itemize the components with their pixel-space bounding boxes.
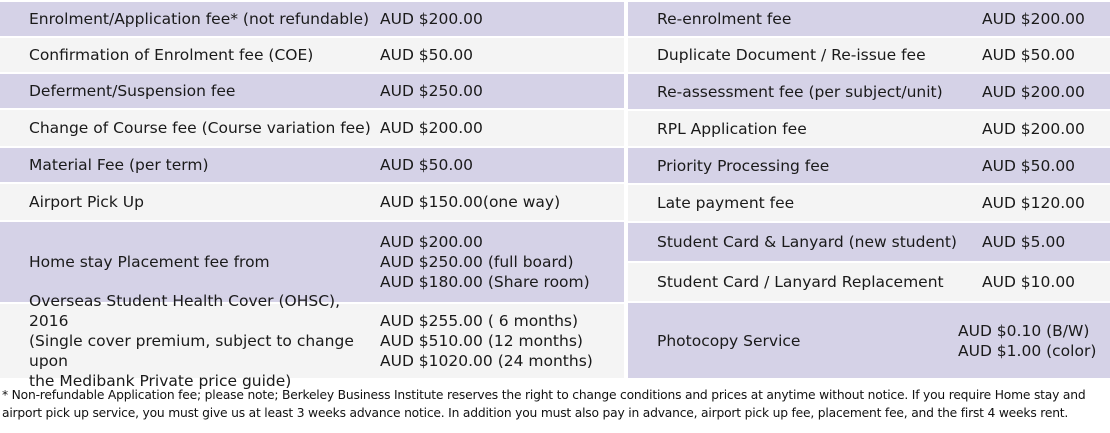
fee-amount: AUD $1020.00 (24 months): [380, 352, 593, 370]
fee-label: Priority Processing fee: [657, 156, 830, 175]
fee-amount: AUD $150.00(one way): [380, 193, 561, 211]
fee-amount: AUD $0.10 (B/W): [958, 321, 1090, 340]
fee-label: Airport Pick Up: [29, 193, 144, 211]
fee-row: [628, 185, 1110, 223]
fee-label: Re-assessment fee (per subject/unit): [657, 82, 943, 101]
fee-amount: AUD $250.00: [380, 82, 483, 100]
fee-label: Enrolment/Application fee* (not refundable): [29, 10, 370, 28]
fee-label-line: (Single cover premium, subject to change upon: [29, 332, 354, 370]
fee-amount: AUD $180.00 (Share room): [380, 273, 590, 291]
fee-table-left: [0, 2, 624, 390]
fee-label: Home stay Placement fee from: [29, 253, 270, 271]
fee-row: [0, 74, 624, 110]
fee-label: Student Card & Lanyard (new student): [657, 233, 957, 251]
fee-amount: AUD $200.00: [380, 10, 483, 28]
fee-amount: AUD $200.00: [380, 119, 483, 137]
fee-amount: AUD $10.00: [982, 273, 1076, 291]
fee-row: [628, 2, 1110, 38]
fee-row: [628, 74, 1110, 111]
fee-row: [0, 38, 624, 74]
fee-row: [628, 223, 1110, 263]
footnote: * Non-refundable Application fee; please note; Berkeley Business Institute reserves the right to change conditions and prices at anytime without notice. If you require Home stay and airport pick up service, you must give us at least 3 weeks advance notice. In addition you must also pay in advance, airport pick up fee, placement fee, and the first 4 weeks rent.: [2, 388, 1086, 420]
fee-row: [628, 263, 1110, 303]
fee-row: [628, 38, 1110, 74]
fee-row: [0, 184, 624, 222]
fee-label: Re-enrolment fee: [657, 10, 792, 28]
fee-amount: AUD $510.00 (12 months): [380, 332, 583, 350]
fee-amount-list: [380, 232, 590, 292]
fee-label: [0, 291, 380, 391]
fee-label-line: Overseas Student Health Cover (OHSC), 2016: [29, 292, 341, 330]
fee-label: Student Card / Lanyard Replacement: [657, 273, 944, 291]
fee-label: Late payment fee: [657, 194, 795, 212]
fee-amount: AUD $250.00 (full board): [380, 253, 574, 271]
fee-amount: AUD $50.00: [380, 46, 474, 64]
fee-amount: AUD $50.00: [982, 46, 1076, 64]
fee-amount: AUD $200.00: [982, 119, 1085, 138]
fee-label-line: the Medibank Private price guide): [29, 372, 292, 390]
fee-label: Duplicate Document / Re-issue fee: [657, 46, 926, 64]
fee-row: [628, 111, 1110, 148]
fee-amount: AUD $200.00: [982, 10, 1085, 28]
fee-row: [0, 2, 624, 38]
fee-amount: AUD $5.00: [982, 233, 1066, 251]
fee-table-right: [628, 2, 1110, 378]
fee-label: Confirmation of Enrolment fee (COE): [29, 46, 314, 64]
fee-label: Photocopy Service: [657, 331, 801, 350]
fee-row: [0, 110, 624, 148]
fee-amount: AUD $50.00: [380, 156, 474, 174]
fee-row: [0, 292, 624, 390]
fee-amount: AUD $255.00 ( 6 months): [380, 312, 579, 330]
fee-label: Material Fee (per term): [29, 156, 209, 174]
fee-amount: AUD $200.00: [380, 233, 483, 251]
fee-label: RPL Application fee: [657, 119, 807, 138]
fee-label: Deferment/Suspension fee: [29, 82, 236, 100]
fee-amount-list: [380, 311, 593, 371]
fee-label: Change of Course fee (Course variation fee): [29, 119, 371, 137]
fee-amount: AUD $120.00: [982, 194, 1085, 212]
fee-row: [628, 148, 1110, 185]
fee-amount-list: [958, 321, 1110, 361]
fee-amount: AUD $50.00: [982, 156, 1076, 175]
fee-row: [0, 148, 624, 184]
fee-amount: AUD $1.00 (color): [958, 341, 1097, 360]
fee-row: [628, 303, 1110, 378]
fee-amount: AUD $200.00: [982, 82, 1085, 101]
